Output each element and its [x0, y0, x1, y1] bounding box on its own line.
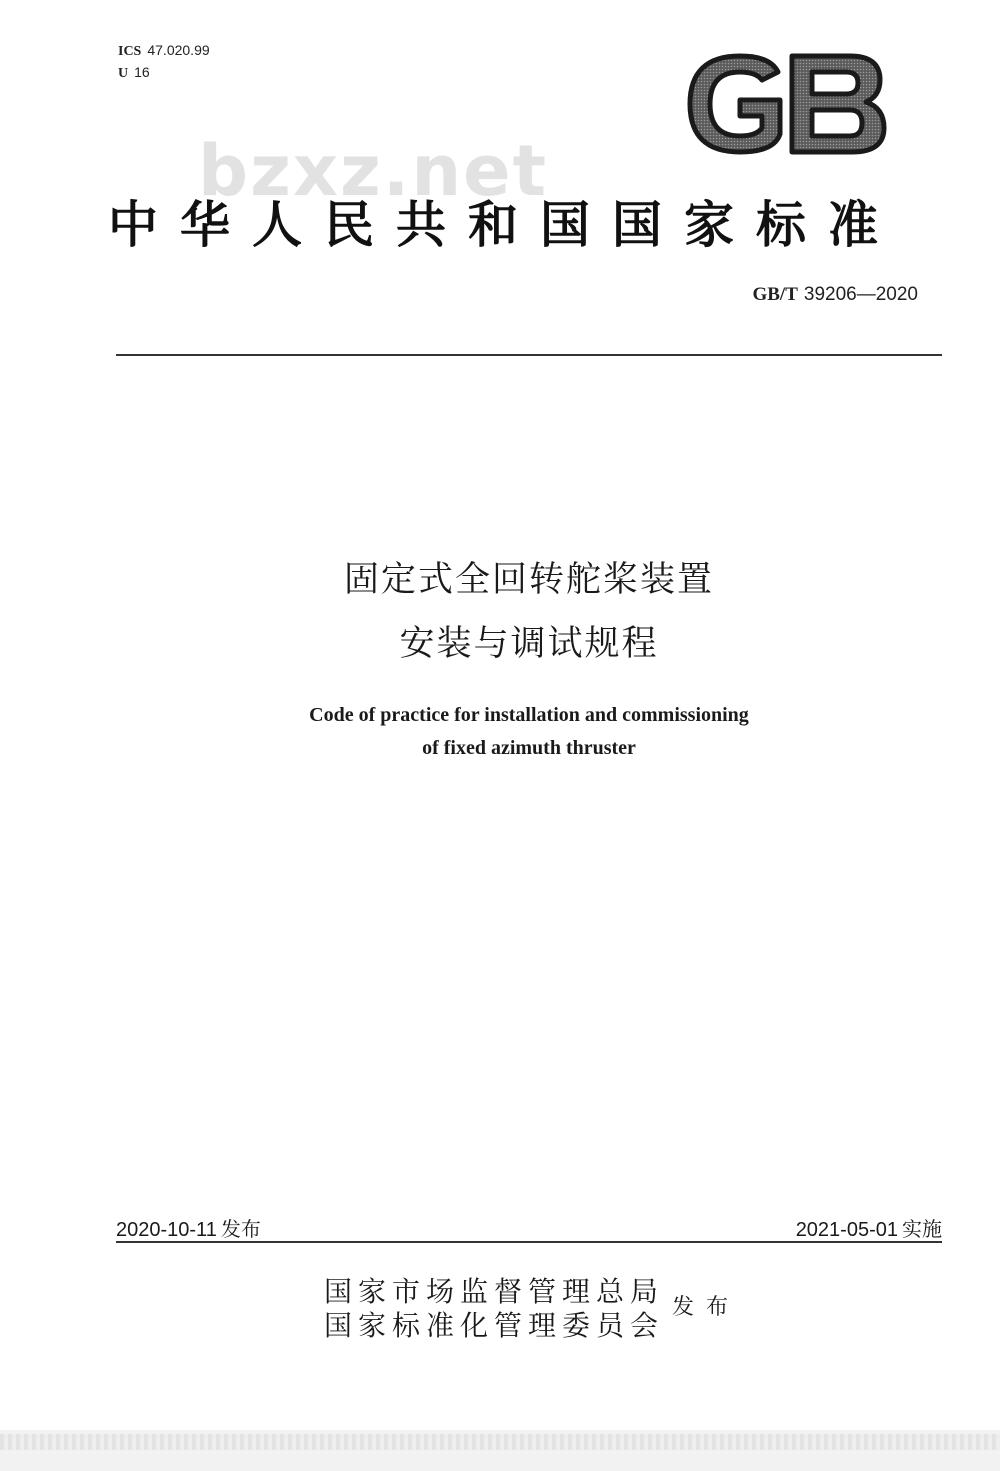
ccs-label: U — [118, 66, 129, 81]
issuer-line-1: 国家市场监督管理总局 — [324, 1275, 665, 1308]
standard-code: 39206—2020 — [803, 284, 918, 305]
ics-code — [118, 40, 210, 62]
gb-logo — [682, 50, 888, 158]
watermark-text: bzxz.net — [198, 130, 549, 212]
ics-value: 47.020.99 — [147, 42, 210, 58]
chinese-title-line-1: 固定式全回转舵桨装置 — [343, 560, 714, 600]
page-edge-band — [0, 1434, 1000, 1450]
issuer-action: 发布 — [672, 1295, 741, 1320]
issue-date — [116, 1213, 261, 1242]
issuer-line-2: 国家标准化管理委员会 — [324, 1309, 665, 1342]
implementation-date-value: 2021-05-01 — [795, 1219, 898, 1241]
implementation-date-label: 实施 — [902, 1217, 942, 1241]
classification-codes — [118, 40, 210, 84]
english-title-line-1: Code of practice for installation and commissioning — [309, 704, 749, 726]
footer-divider — [116, 1241, 942, 1243]
national-standard-title: 中华人民共和国国家标准 — [108, 195, 900, 254]
issue-date-value: 2020-10-11 — [116, 1219, 217, 1241]
chinese-title-line-2: 安装与调试规程 — [399, 624, 659, 664]
standard-prefix: GB/T — [752, 284, 798, 305]
ccs-code — [118, 62, 210, 84]
implementation-date — [796, 1213, 942, 1242]
ics-label: ICS — [118, 44, 142, 59]
english-title-line-2: of fixed azimuth thruster — [422, 737, 636, 759]
standard-number — [752, 284, 918, 306]
ccs-value: 16 — [134, 64, 150, 80]
viewer-bottom-edge — [0, 1430, 1000, 1471]
issue-date-label: 发布 — [220, 1217, 261, 1241]
header-divider — [116, 354, 942, 356]
